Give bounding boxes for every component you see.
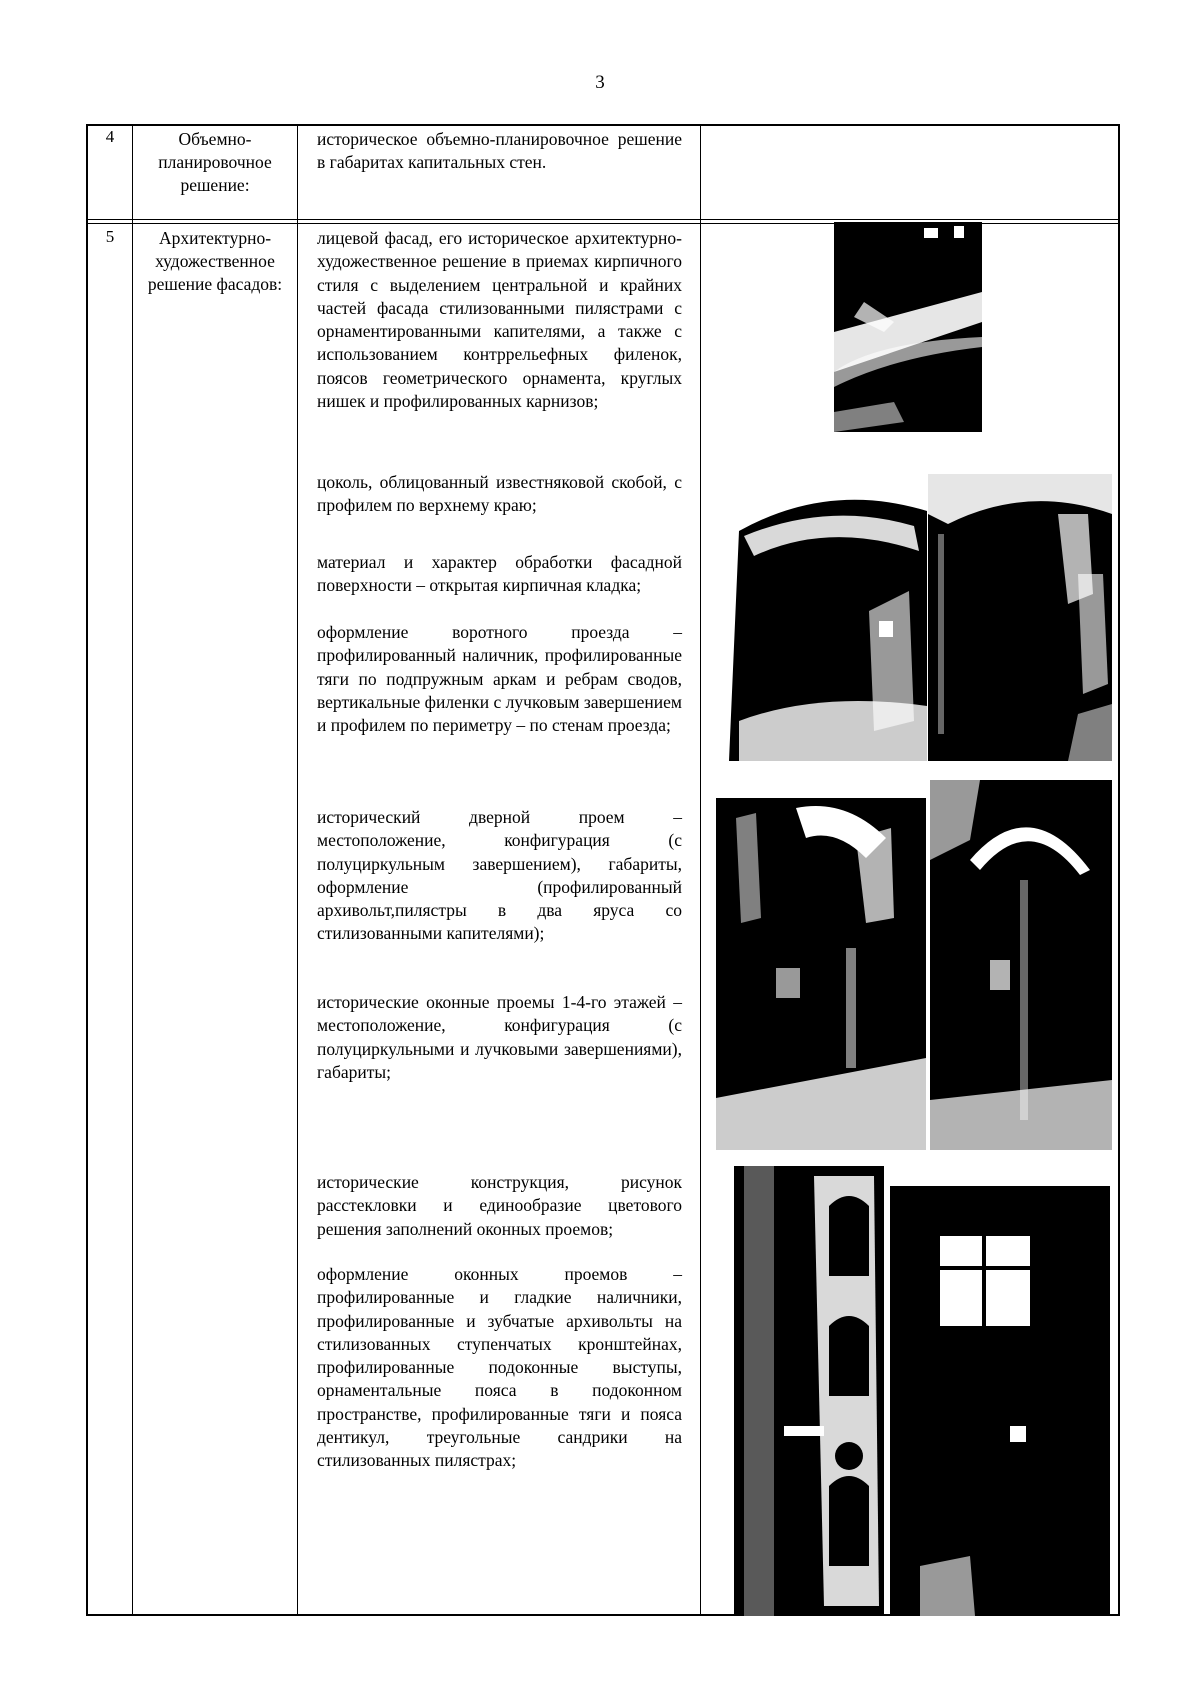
page-number: 3 <box>595 72 605 93</box>
description-paragraph: исторические конструкция, рисунок расстекловки и единообразие цветового решения заполнений оконных проемов; <box>317 1172 682 1239</box>
row-5-paragraph-window-decor <box>317 1263 682 1473</box>
row-5-number: 5 <box>105 227 115 246</box>
description-paragraph: лицевой фасад, его историческое архитектурно-художественное решение в приемах кирпичного стиля с выделением центральной и крайних частей фасада стилизованными пилястрами с орнаментированными капителями, а также с использованием контррельефных филенок, поясов геометрического орнамента, круглых нишек и профилированных карнизов; <box>317 228 682 412</box>
heritage-table <box>86 124 1120 1616</box>
col-divider-name <box>297 126 298 1614</box>
row-4-description <box>317 128 682 175</box>
row-5-paragraph-material <box>317 551 682 598</box>
facade-top-photo <box>834 222 982 432</box>
doorway-photo <box>716 798 926 1150</box>
window-frame-photo <box>890 1186 1110 1616</box>
col-divider-desc <box>700 126 701 1614</box>
row-5-paragraph-glazing <box>317 1171 682 1241</box>
description-paragraph: оформление оконных проемов – профилированные и гладкие наличники, профилированные и зубчатые архивольты на стилизованных ступенчатых кронштейнах, профилированные подоконные выступы, орнаментальные пояса в подоконном пространстве, профилированные тяги и пояса дентикул, треугольные сандрики на стилизованных пилястрах; <box>317 1264 682 1471</box>
gate-vault-photo <box>928 474 1112 761</box>
row-5-paragraph-facade <box>317 227 682 413</box>
description-paragraph: историческое объемно-планировочное решение в габаритах капитальных стен. <box>317 129 682 173</box>
row-5-paragraph-windows <box>317 991 682 1084</box>
row-divider-1 <box>88 219 1118 220</box>
row-4-number: 4 <box>105 127 115 146</box>
gate-arch-photo <box>719 491 927 761</box>
row-4-title: Объемно-планировочное решение: <box>158 129 272 195</box>
arched-door-photo <box>930 780 1112 1150</box>
description-paragraph: материал и характер обработки фасадной поверхности – открытая кирпичная кладка; <box>317 552 682 596</box>
description-paragraph: цоколь, облицованный известняковой скобой, с профилем по верхнему краю; <box>317 472 682 516</box>
row-5-paragraph-plinth <box>317 471 682 518</box>
description-paragraph: оформление воротного проезда – профилированный наличник, профилированные тяги по подпружным аркам и ребрам сводов, вертикальные филенки с лучковым завершением и профилем по периметру – по стенам проезда; <box>317 622 682 736</box>
row-5-paragraph-door <box>317 806 682 946</box>
description-paragraph: исторические оконные проемы 1-4-го этажей – местоположение, конфигурация (с полуциркульными и лучковыми завершениями), габариты; <box>317 992 682 1082</box>
window-column-photo <box>734 1166 884 1616</box>
description-paragraph: исторический дверной проем – местоположение, конфигурация (с полуциркульным завершением), габариты, оформление (профилированный архивольт,пилястры в два яруса со стилизованными капителями); <box>317 807 682 944</box>
row-5-paragraph-gate <box>317 621 682 737</box>
row-5-title: Архитектурно-художественное решение фасадов: <box>147 228 283 294</box>
col-divider-num <box>132 126 133 1614</box>
